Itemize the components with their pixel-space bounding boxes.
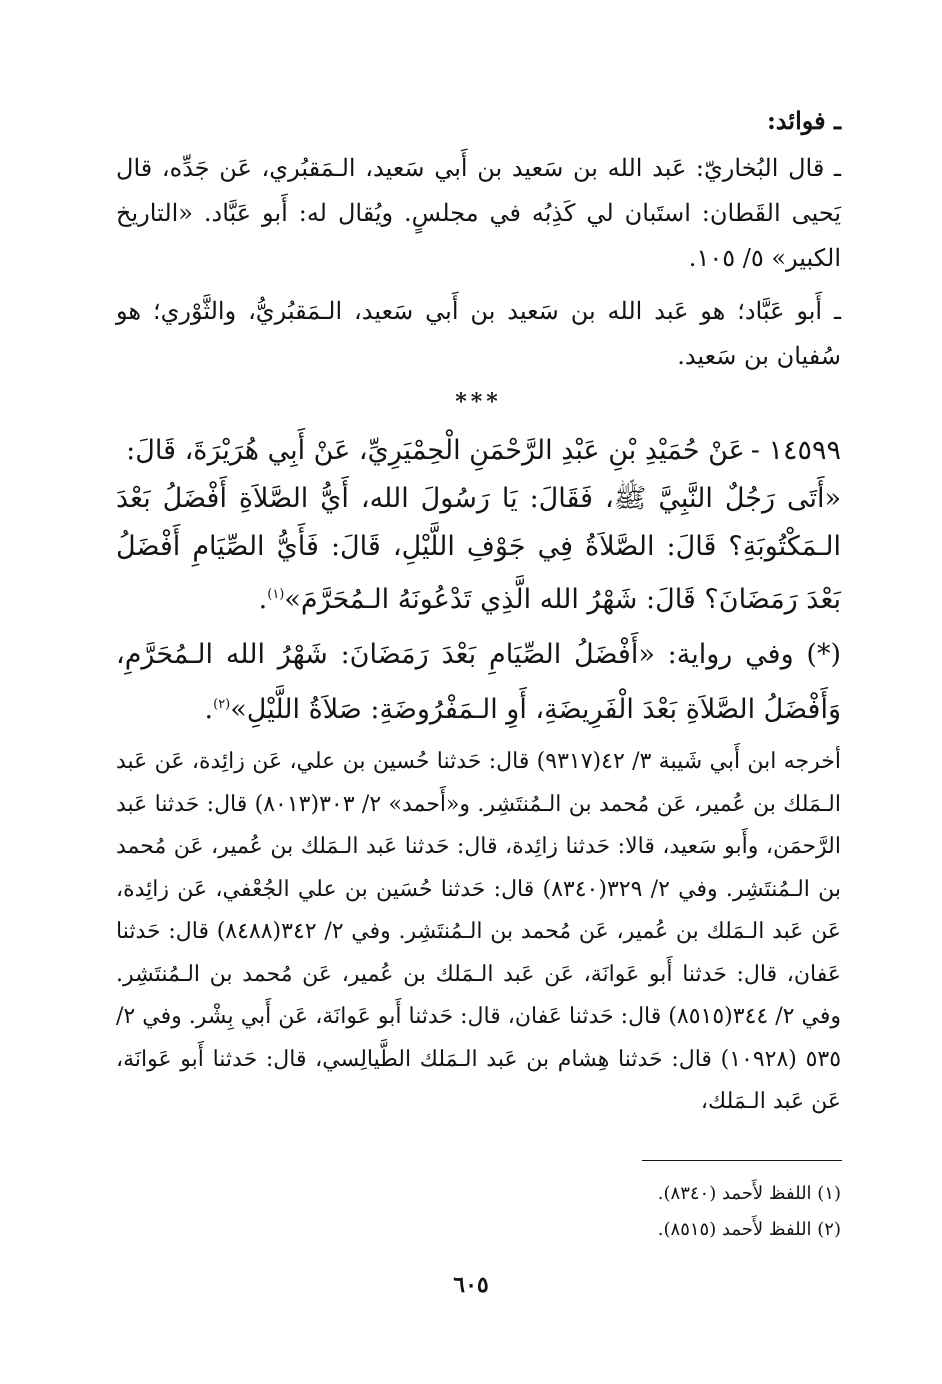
page-body bbox=[116, 100, 841, 1124]
footnote-ref-2: (٢) bbox=[213, 697, 231, 712]
footnote-2: (٢) اللفظ لأَحمد (٨٥١٥). bbox=[657, 1219, 841, 1240]
section-separator: *** bbox=[455, 389, 502, 415]
hadith-isnad: عَنْ حُمَيْدِ بْنِ عَبْدِ الرَّحْمَنِ الْحِمْيَرِيِّ، عَنْ أَبِي هُرَيْرَةَ، قَالَ: bbox=[126, 435, 745, 466]
hadith-matn-text: «أَتَى رَجُلٌ النَّبِيَّ ﷺ، فَقَالَ: يَا رَسُولَ الله، أَيُّ الصَّلاَةِ أَفْضَلُ بَعْدَ الـمَكْتُوبَةِ؟ قَالَ: الصَّلاَةُ فِي جَوْفِ اللَّيْلِ، قَالَ: فَأَيُّ الصِّيَامِ أَفْضَلُ بَعْدَ رَمَضَانَ؟ قَالَ: شَهْرُ الله الَّذِي تَدْعُونَهُ الـمُحَرَّمَ» bbox=[116, 483, 841, 615]
hadith-matn-end: . bbox=[258, 584, 268, 615]
fawaid-paragraph-1: ـ قال البُخاريّ: عَبد الله بن سَعيد بن أَبي سَعيد، الـمَقبُري، عَن جَدِّه، قال يَحيى القَطان: استَبان لي كَذِبُه في مجلسٍ. ويُقال له: أَبو عَبَّاد. «التاريخ الكبير» ٥/ ١٠٥. bbox=[116, 154, 842, 272]
hadith-riwaya bbox=[116, 630, 841, 735]
fawaid-paragraph-2: ـ أَبو عَبَّاد؛ هو عَبد الله بن سَعيد بن أَبي سَعيد، الـمَقبُريُّ، والثَّوْري؛ هو سُفيان بن سَعيد. bbox=[116, 297, 841, 370]
hadith-matn bbox=[116, 475, 841, 624]
hadith-number: ١٤٥٩٩ - bbox=[750, 435, 841, 466]
hadith-riwaya-end: . bbox=[204, 694, 214, 725]
footnote-1: (١) اللفظ لأَحمد (٨٣٤٠). bbox=[657, 1183, 841, 1204]
footnote-divider bbox=[642, 1160, 842, 1161]
page-number: ٦٠٥ bbox=[453, 1272, 489, 1298]
hadith-riwaya-text: (*) وفي رواية: «أَفْضَلُ الصِّيَامِ بَعْدَ رَمَضَانَ: شَهْرُ الله الـمُحَرَّمِ، وَأَفْضَلُ الصَّلاَةِ بَعْدَ الْفَرِيضَةِ، أَوِ الـمَفْرُوضَةِ: صَلاَةُ اللَّيْلِ» bbox=[116, 639, 841, 725]
fawaid-heading: ـ فوائد: bbox=[766, 106, 841, 135]
footnotes bbox=[116, 1176, 841, 1248]
hadith-header bbox=[116, 427, 841, 475]
takhrij-paragraph: أخرجه ابن أَبي شَيبة ٣/ ٤٢(٩٣١٧) قال: حَدثنا حُسين بن علي، عَن زائِدة، عَن عَبد الـمَلك بن عُمير، عَن مُحمد بن الـمُنتَشِر. و«أَحمد» ٢/ ٣٠٣(٨٠١٣) قال: حَدثنا عَبد الرَّحمَن، وأَبو سَعيد، قالا: حَدثنا زائِدة، قال: حَدثنا عَبد الـمَلك بن عُمير، عَن مُحمد بن الـمُنتَشِر. وفي ٢/ ٣٢٩(٨٣٤٠) قال: حَدثنا حُسَين بن علي الجُعْفي، عَن زائِدة، عَن عَبد الـمَلك بن عُمير، عَن مُحمد بن الـمُنتَشِر. وفي ٢/ ٣٤٢(٨٤٨٨) قال: حَدثنا عَفان، قال: حَدثنا أَبو عَوانَة، عَن عَبد الـمَلك بن عُمير، عَن مُحمد بن الـمُنتَشِر. وفي ٢/ ٣٤٤(٨٥١٥) قال: حَدثنا عَفان، قال: حَدثنا أَبو عَوانَة، عَن أَبي بِشْر. وفي ٢/ ٥٣٥ (١٠٩٢٨) قال: حَدثنا هِشام بن عَبد الـمَلك الطَّيالِسي، قال: حَدثنا أَبو عَوانَة، عَن عَبد الـمَلك، bbox=[116, 749, 842, 1114]
footnote-ref-1: (١) bbox=[267, 587, 285, 602]
